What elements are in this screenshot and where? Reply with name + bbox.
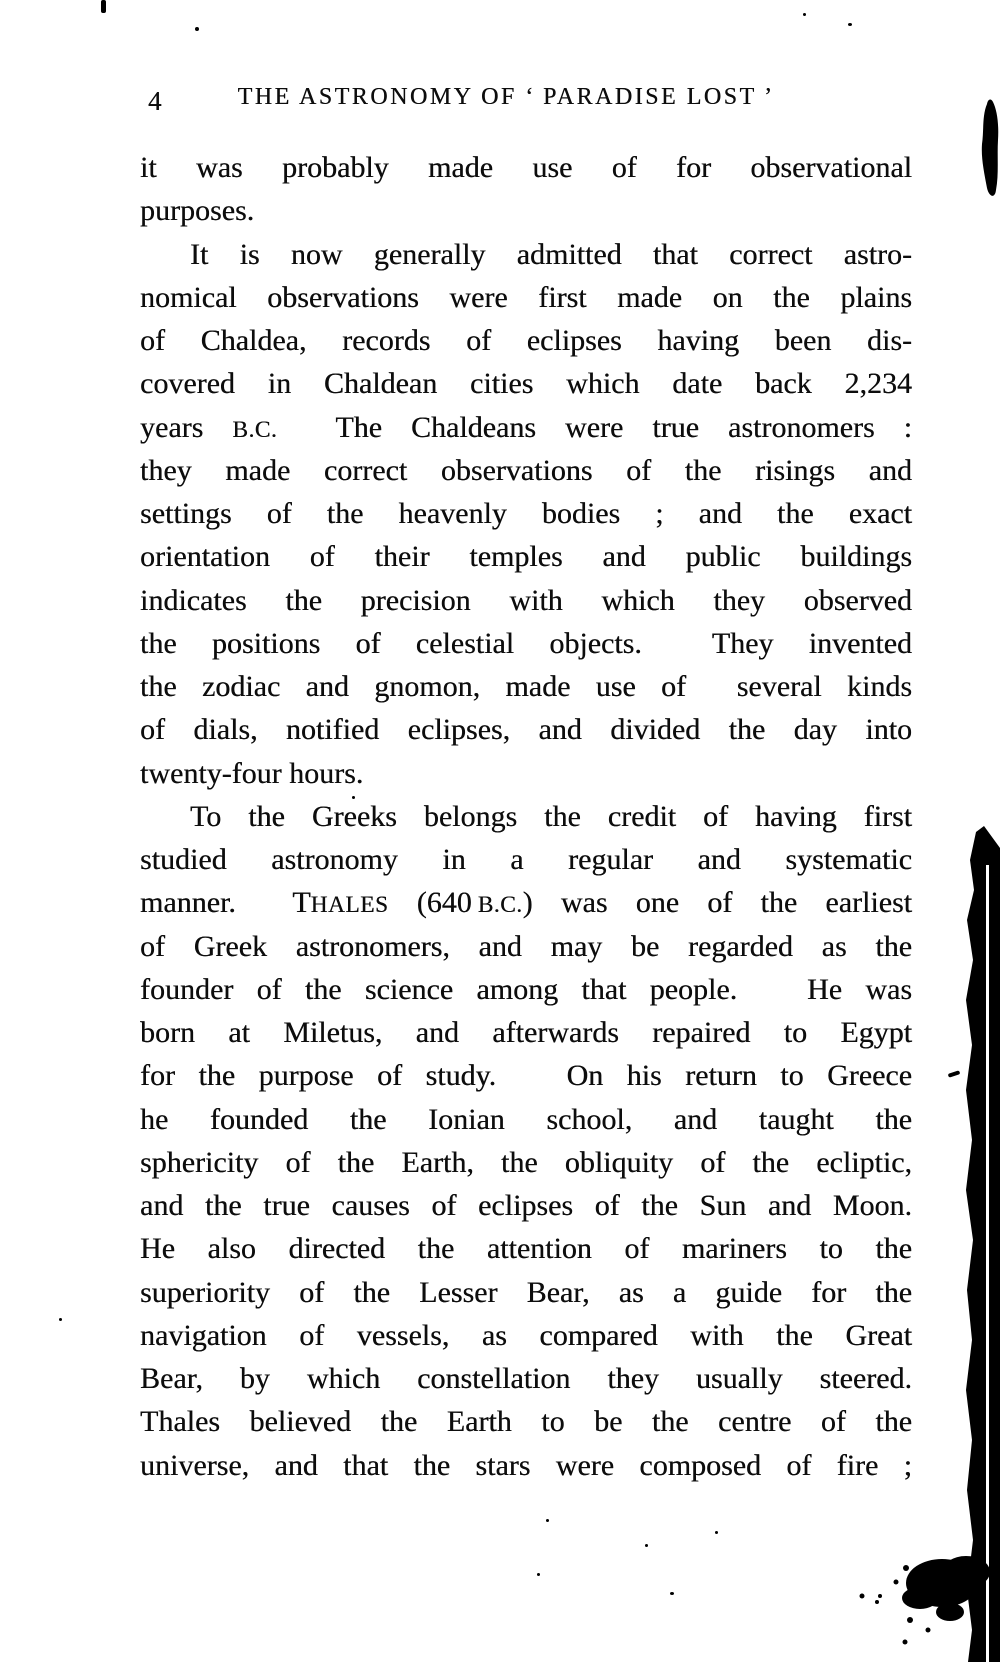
scan-artifact-edge-tick	[101, 0, 106, 13]
text-line-p1-0: it was probably made use of for observational	[140, 151, 912, 184]
page-number: 4	[148, 86, 162, 116]
scan-artifact-speck	[715, 1531, 718, 1534]
text-line-p3-9: and the true causes of eclipses of the Sun and Moon.	[140, 1189, 912, 1222]
text-line-p3-1: studied astronomy in a regular and systematic	[140, 843, 912, 876]
scan-artifact-speck	[803, 13, 806, 16]
scan-artifact-speck	[59, 1318, 62, 1321]
scan-artifact-speck	[537, 1573, 540, 1576]
scan-artifact-speck	[195, 27, 199, 31]
text-line-p3-13: Bear, by which constellation they usually steered.	[140, 1362, 912, 1395]
text-line-p3-14: Thales believed the Earth to be the centre of the	[140, 1405, 912, 1439]
text-line-p3-8: sphericity of the Earth, the obliquity of the ecliptic,	[140, 1145, 912, 1179]
text-line-p2-1: nomical observations were first made on the plains	[140, 280, 912, 314]
scan-artifact-speck	[848, 23, 852, 26]
text-line-p3-11: superiority of the Lesser Bear, as a guide for the	[140, 1275, 912, 1309]
text-line-p2-10: the zodiac and gnomon, made use of several kinds	[140, 670, 912, 703]
text-line-p2-7: orientation of their temples and public buildings	[140, 540, 912, 574]
text-line-p2-8: indicates the precision with which they observed	[140, 583, 912, 617]
text-line-p2-0: It is now generally admitted that correct astro-	[190, 237, 912, 271]
scan-artifact-speck	[352, 796, 355, 799]
body-text	[140, 146, 912, 1487]
text-line-p2-9: the positions of celestial objects. They invented	[140, 626, 912, 660]
text-line-p2-2: of Chaldea, records of eclipses having been dis-	[140, 324, 912, 357]
text-line-p3-0: To the Greeks belongs the credit of having first	[190, 799, 912, 833]
text-line-p3-5: born at Miletus, and afterwards repaired to Egypt	[140, 1016, 912, 1049]
scan-artifact-speck	[546, 1519, 549, 1522]
text-line-p2-6: settings of the heavenly bodies ; and the exact	[140, 497, 912, 530]
text-line-p3-15: universe, and that the stars were composed of fire ;	[140, 1448, 912, 1482]
text-line-p3-7: he founded the Ionian school, and taught the	[140, 1102, 912, 1136]
text-line-p3-2: manner. THALES (640 B.C.) was one of the earliest	[140, 886, 912, 920]
text-line-p3-10: He also directed the attention of mariners to the	[140, 1232, 912, 1266]
text-line-p2-3: covered in Chaldean cities which date back 2,234	[140, 367, 912, 401]
scan-artifact-top-right-blob	[975, 96, 1000, 206]
text-line-p3-12: navigation of vessels, as compared with the Great	[140, 1318, 912, 1352]
text-line-p3-4: founder of the science among that people. He was	[140, 972, 912, 1006]
running-title: THE ASTRONOMY OF ‘ PARADISE LOST ’	[237, 84, 775, 110]
text-line-p3-3: of Greek astronomers, and may be regarded as the	[140, 929, 912, 963]
text-line-p3-6: for the purpose of study. On his return to Greece	[140, 1059, 912, 1093]
text-line-p2-11: of dials, notified eclipses, and divided the day into	[140, 713, 912, 747]
scan-artifact-speck	[670, 1592, 674, 1595]
scan-artifact-gutter-strip	[850, 820, 1000, 1662]
text-line-p1-1: purposes.	[140, 194, 255, 228]
text-line-p2-5: they made correct observations of the risings and	[140, 453, 912, 487]
text-line-p2-12: twenty-four hours.	[140, 756, 364, 790]
page-header	[140, 84, 912, 118]
text-line-p2-4: years B.C. The Chaldeans were true astronomers :	[140, 410, 913, 444]
scan-artifact-speck	[645, 1544, 648, 1547]
